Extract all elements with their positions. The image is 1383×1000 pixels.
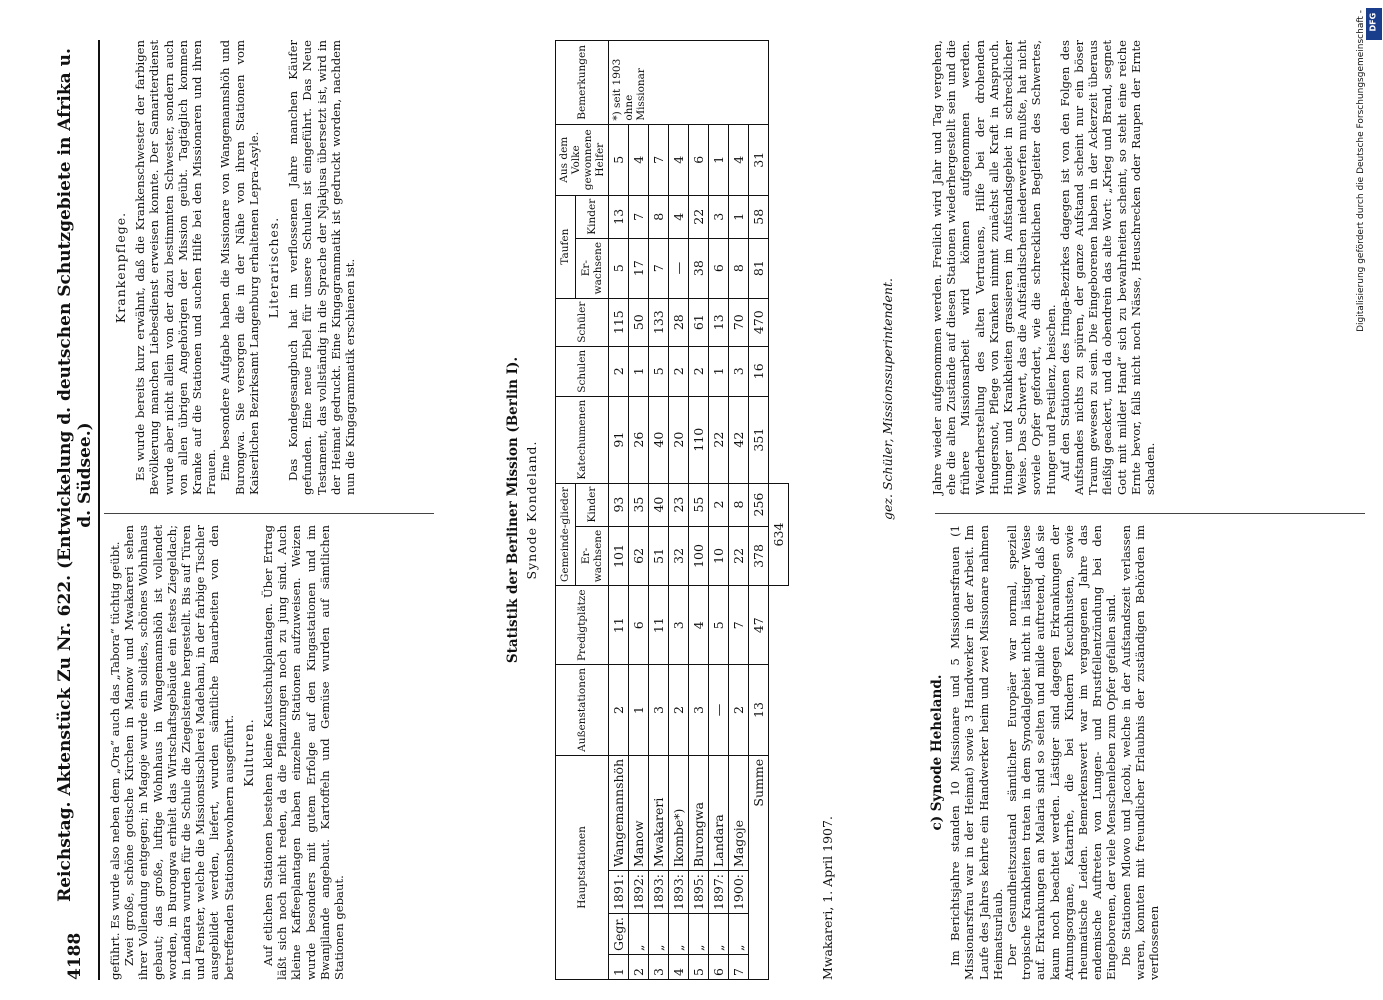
cell-schueler: 70	[729, 298, 749, 346]
sum-gem-erw: 378	[749, 526, 769, 586]
cell-schueler: 28	[669, 298, 689, 346]
founded-label: „	[629, 914, 649, 955]
cell-aussen: 3	[649, 665, 669, 756]
cell-gem-erw: 32	[669, 526, 689, 586]
table-row	[689, 41, 709, 980]
cell-predig: 5	[709, 586, 729, 665]
cell-aussen: 2	[669, 665, 689, 756]
founded-year: 1895:	[689, 871, 709, 914]
cell-schulen: 5	[649, 346, 669, 396]
synode-heading	[930, 525, 944, 980]
cell-gem-erw: 10	[709, 526, 729, 586]
header-rule	[98, 40, 100, 980]
col-header-taufen-kinder: Kinder	[575, 195, 608, 238]
col-header-hauptstationen: Hauptstationen	[556, 755, 609, 979]
col-header-taufen-erwachsene: Er-wachsene	[575, 238, 608, 298]
row-number: 3	[649, 955, 669, 980]
founded-year: 1897:	[709, 871, 729, 914]
cell-schulen: 2	[669, 346, 689, 396]
cell-gem-erw: 51	[649, 526, 669, 586]
cell-helfer: 7	[649, 124, 669, 195]
statistics-title: Statistik der Berliner Mission (Berlin I).	[505, 356, 521, 664]
cell-predig: 11	[609, 586, 629, 665]
row-number: 2	[629, 955, 649, 980]
credit-text: Digitalisierung gefördert durch die Deutsche Forschungsgemeinschaft -	[1356, 10, 1366, 332]
cell-predig: 3	[669, 586, 689, 665]
text-column-left	[108, 525, 438, 980]
founded-label: „	[709, 914, 729, 955]
col-header-helfer: Aus dem Volke gewonnene Helfer	[556, 124, 609, 195]
cell-taufen-erw: 6	[709, 238, 729, 298]
sum-katech: 351	[749, 396, 769, 483]
sum-predig: 47	[749, 586, 769, 665]
cell-schueler: 133	[649, 298, 669, 346]
synode-label: c) Synode Heheland.	[929, 674, 945, 831]
paragraph: Jahre wieder aufgenommen werden. Freilich wird Jahr und Tag vergehen, ehe die alten Zustände auf diesen Stationen wiederhergestellt sein und die frühere Missionsarbeit wird können aufgenommen werden. Wiederherstellung des alten Vertrauens, Hilfe bei der drohenden Hungersnot, Pflege von Kranken nimmt zunächst alle Kraft in Anspruch. Hunger und Krankheiten grassieren im Aufstandsgebiet in schrecklicher Weise. Das Schwert, das die Aufständischen niederwerfen mußte, hat nicht soviele Opfer gefordert, wie die schrecklichen Begleiter des Schwertes, Hunger und Pestilenz, heischen.	[930, 40, 1058, 495]
cell-taufen-kinder: 13	[609, 195, 629, 238]
cell-taufen-kinder: 22	[689, 195, 709, 238]
cell-aussen: 1	[629, 665, 649, 756]
cell-aussen: 2	[729, 665, 749, 756]
founded-label: „	[649, 914, 669, 955]
cell-taufen-kinder: 8	[649, 195, 669, 238]
cell-aussen: —	[709, 665, 729, 756]
cell-katech: 26	[629, 396, 649, 483]
cell-predig: 7	[729, 586, 749, 665]
table-row	[609, 41, 629, 980]
col-header-gem-kinder: Kinder	[575, 483, 608, 526]
statistics-subtitle: Synode Kondeland.	[524, 440, 539, 580]
station-name: Manow	[629, 755, 649, 870]
cell-taufen-erw: 38	[689, 238, 709, 298]
col-header-gemeindeglieder: Gemeinde-glieder	[556, 483, 576, 586]
cell-schulen: 3	[729, 346, 749, 396]
station-name: Wangemannshöh	[609, 755, 629, 870]
cell-aussen: 3	[689, 665, 709, 756]
cell-katech: 22	[709, 396, 729, 483]
page-number: 4188	[65, 932, 85, 980]
paragraph: Der Gesundheitszustand sämtlicher Europäer war normal, speziell tropische Krankheiten traten in dem Synodalgebiet nicht in lästiger Weise auf. Erkrankungen an Malaria sind so selten und milde auftretend, daß sie kaum noch beachtet werden. Lästiger sind dagegen Erkrankungen der Atmungsorgane, Katarrhe, die bei Kindern Keuchhusten, sowie rheumatische Leiden. Bemerkenswert war im vergangenen Jahre das endemische Auftreten von Lungen- und Brustfellentzündung bei den Eingeborenen, der viele Menschenleben zum Opfer gefallen sind.	[1005, 525, 1119, 980]
cell-helfer: 1	[709, 124, 729, 195]
col-header-taufen: Taufen	[556, 195, 576, 298]
founded-year: 1893:	[649, 871, 669, 914]
row-number: 4	[669, 955, 689, 980]
cell-taufen-erw: 17	[629, 238, 649, 298]
paragraph: Zwei große, schöne gotische Kirchen in Manow und Mwakareri sehen ihrer Vollendung entgegen; in Magoje wurde ein solides, schönes Wohnhaus gebaut; das große, luftige Wohnhaus in Wangemannshöh ist vollendet worden, in Burongwa erhielt das Wirtschaftsgebäude ein festes Ziegeldach; in Landara wurden für die Schule die Ziegelsteine hergestellt. Bis auf Türen und Fenster, welche die Missionstischlerei Madehani, in der farbige Tischler ausgebildet werden, liefert, wurden sämtliche Bauarbeiten von den betreffenden Stationsbewohnern ausgeführt.	[122, 525, 236, 980]
sum-taufen-erw: 81	[749, 238, 769, 298]
table-row	[709, 41, 729, 980]
cell-gem-erw: 62	[629, 526, 649, 586]
cell-predig: 4	[689, 586, 709, 665]
cell-schulen: 2	[609, 346, 629, 396]
sum-schulen: 16	[749, 346, 769, 396]
cell-schulen: 2	[689, 346, 709, 396]
cell-taufen-erw: 7	[649, 238, 669, 298]
sum-schueler: 470	[749, 298, 769, 346]
table-row	[669, 41, 689, 980]
founded-label: „	[689, 914, 709, 955]
statistics-table	[555, 40, 789, 980]
synode-column-right	[930, 40, 1370, 495]
cell-helfer: 4	[729, 124, 749, 195]
cell-gem-kinder: 2	[709, 483, 729, 526]
cell-aussen: 2	[609, 665, 629, 756]
cell-schueler: 13	[709, 298, 729, 346]
station-name: Magoje	[729, 755, 749, 870]
remarks-cell: *) seit 1903 ohne Missionar	[609, 41, 769, 125]
paragraph: Das Kondegesangbuch hat im verflossenen Jahre manchen Käufer gefunden. Eine neue Fibel für unsere Schulen ist eingeführt. Das Neue Testament, das vollständig in die Sprache der Njakjusa übersetzt ist, wird in der Heimat gedruckt. Eine Kingagrammatik ist gedruckt worden, nachdem nun die Kingagrammatik erschienen ist.	[286, 40, 358, 495]
station-name: Landara	[709, 755, 729, 870]
col-header-predigtplaetze: Predigtplätze	[556, 586, 609, 665]
row-number: 6	[709, 955, 729, 980]
station-name: Ikombe*)	[669, 755, 689, 870]
page-title: Reichstag. Aktenstück Zu Nr. 622. (Entwickelung d. deutschen Schutzgebiete in Afrika u. d. Südsee.)	[55, 48, 95, 902]
sum-aussen: 13	[749, 665, 769, 756]
cell-katech: 20	[669, 396, 689, 483]
row-number: 5	[689, 955, 709, 980]
paragraph: geführt. Es wurde also neben dem „Ora“ auch das „Tabora“ tüchtig geübt.	[108, 541, 122, 980]
col-header-katechumenen: Katechumenen	[556, 396, 609, 483]
signature: gez. Schüler, Missionssuperintendent.	[880, 278, 895, 520]
cell-helfer: 6	[689, 124, 709, 195]
col-header-aussenstationen: Außenstationen	[556, 665, 609, 756]
cell-helfer: 4	[669, 124, 689, 195]
cell-katech: 40	[649, 396, 669, 483]
paragraph: Eine besondere Aufgabe haben die Missionare von Wangemannshöh und Burongwa. Sie versorgen die in der Nähe von ihren Stationen vom Kaiserlichen Bezirksamt Langenburg erhaltenen Lepra-Asyle.	[218, 40, 261, 495]
synode-column-left	[930, 525, 1370, 980]
cell-gem-erw: 100	[689, 526, 709, 586]
subheading-literarisches: Literarisches.	[266, 216, 282, 319]
table-row	[729, 41, 749, 980]
cell-helfer: 5	[609, 124, 629, 195]
cell-taufen-erw: —	[669, 238, 689, 298]
sum-helfer: 31	[749, 124, 769, 195]
cell-gem-kinder: 8	[729, 483, 749, 526]
founded-year: 1893:	[669, 871, 689, 914]
cell-gem-kinder: 55	[689, 483, 709, 526]
station-name: Burongwa	[689, 755, 709, 870]
paragraph: Es wurde bereits kurz erwähnt, daß die Krankenschwester der farbigen Bevölkerung manchen Liebesdienst erweisen konnte. Der Samariterdienst wurde aber nicht allein von der dazu bestimmten Schwester, sondern auch von allen übrigen Angehörigen der Mission geübt. Tagtäglich kommen Kranke auf die Stationen und suchen Hilfe bei den Missionaren und ihren Frauen.	[133, 40, 219, 495]
col-header-gem-erwachsene: Er-wachsene	[575, 526, 608, 586]
cell-taufen-kinder: 7	[629, 195, 649, 238]
cell-taufen-kinder: 1	[729, 195, 749, 238]
cell-predig: 6	[629, 586, 649, 665]
cell-gem-kinder: 35	[629, 483, 649, 526]
founded-year: 1891:	[609, 871, 629, 914]
paragraph: Auf etlichen Stationen bestehen kleine Kautschukplantagen. Über Ertrag läßt sich noch nicht reden, da die Pflanzungen noch zu jung sind. Auch kleine Kaffeeplantagen haben einzelne Stationen aufzuweisen. Weizen wurde besonders mit gutem Erfolge auf den Kingastationen und im Bwanjilande angebaut. Kartoffeln und Gemüse wurden auf sämtlichen Stationen gebaut.	[261, 525, 347, 980]
row-number: 7	[729, 955, 749, 980]
page-header	[55, 40, 95, 980]
cell-schueler: 61	[689, 298, 709, 346]
cell-taufen-erw: 8	[729, 238, 749, 298]
total-row	[769, 41, 789, 980]
cell-predig: 11	[649, 586, 669, 665]
cell-gem-kinder: 40	[649, 483, 669, 526]
statistics-heading	[505, 40, 539, 980]
paragraph: Die Stationen Mlowo und Jacobi, welche in der Aufstandszeit verlassen waren, konnten mit freundlicher Erlaubnis der zuständigen Behörden im verflossenen	[1118, 525, 1162, 980]
founded-year: 1892:	[629, 871, 649, 914]
cell-gem-kinder: 23	[669, 483, 689, 526]
cell-schulen: 1	[629, 346, 649, 396]
cell-gem-erw: 101	[609, 526, 629, 586]
digitization-credit	[1356, 10, 1376, 990]
cell-katech: 110	[689, 396, 709, 483]
cell-taufen-erw: 5	[609, 238, 629, 298]
sum-row	[749, 41, 769, 980]
column-divider	[935, 513, 1365, 514]
cell-taufen-kinder: 3	[709, 195, 729, 238]
cell-katech: 91	[609, 396, 629, 483]
paragraph: Im Berichtsjahre standen 10 Missionare und 5 Missionarsfrauen (1 Missionarsfrau war in der Heimat) sowie 3 Handwerker in der Arbeit. Im Laufe des Jahres kehrte ein Handwerker heim und zwei Missionare nahmen Heimatsurlaub.	[948, 525, 1005, 980]
station-name: Mwakareri	[649, 755, 669, 870]
date-line: Mwakareri, 1. April 1907.	[820, 816, 835, 980]
gemeinde-total: 634	[769, 483, 789, 586]
row-number: 1	[609, 955, 629, 980]
founded-label: „	[669, 914, 689, 955]
dfg-logo-text: DFG	[1368, 12, 1378, 32]
subheading-krankenpflege: Krankenpflege.	[113, 211, 128, 324]
cell-gem-kinder: 93	[609, 483, 629, 526]
sum-label: Summe	[749, 755, 769, 979]
cell-gem-erw: 22	[729, 526, 749, 586]
table-row	[629, 41, 649, 980]
cell-schueler: 50	[629, 298, 649, 346]
cell-helfer: 4	[629, 124, 649, 195]
text-column-right	[108, 40, 438, 495]
founded-label: Gegr.	[609, 914, 629, 955]
subheading-kulturen: Kulturen.	[240, 718, 256, 787]
column-divider	[104, 513, 434, 514]
paragraph: Auf den Stationen des Iringa-Bezirkes dagegen ist von den Folgen des Aufstandes nichts zu spüren, der ganze Aufstand scheint nur ein böser Traum gewesen zu sein. Die Eingeborenen haben in der Ackerzeit überaus fleißig geackert, und da obendrein das alte Wort: „Krieg und Brand, segnet Gott mit milder Hand“ sich zu bewahrheiten scheint, so steht eine reiche Ernte bevor, falls nicht noch Nässe, Heuschrecken oder Raupen der Ernte schaden.	[1057, 40, 1158, 495]
cell-schulen: 1	[709, 346, 729, 396]
sum-gem-kinder: 256	[749, 483, 769, 526]
cell-taufen-kinder: 4	[669, 195, 689, 238]
col-header-bemerkungen: Bemerkungen	[556, 41, 609, 125]
sum-taufen-kinder: 58	[749, 195, 769, 238]
dfg-logo	[1366, 8, 1382, 40]
founded-label: „	[729, 914, 749, 955]
table-row	[649, 41, 669, 980]
col-header-schueler: Schüler	[556, 298, 609, 346]
founded-year: 1900:	[729, 871, 749, 914]
cell-schueler: 115	[609, 298, 629, 346]
col-header-schulen: Schulen	[556, 346, 609, 396]
cell-katech: 42	[729, 396, 749, 483]
